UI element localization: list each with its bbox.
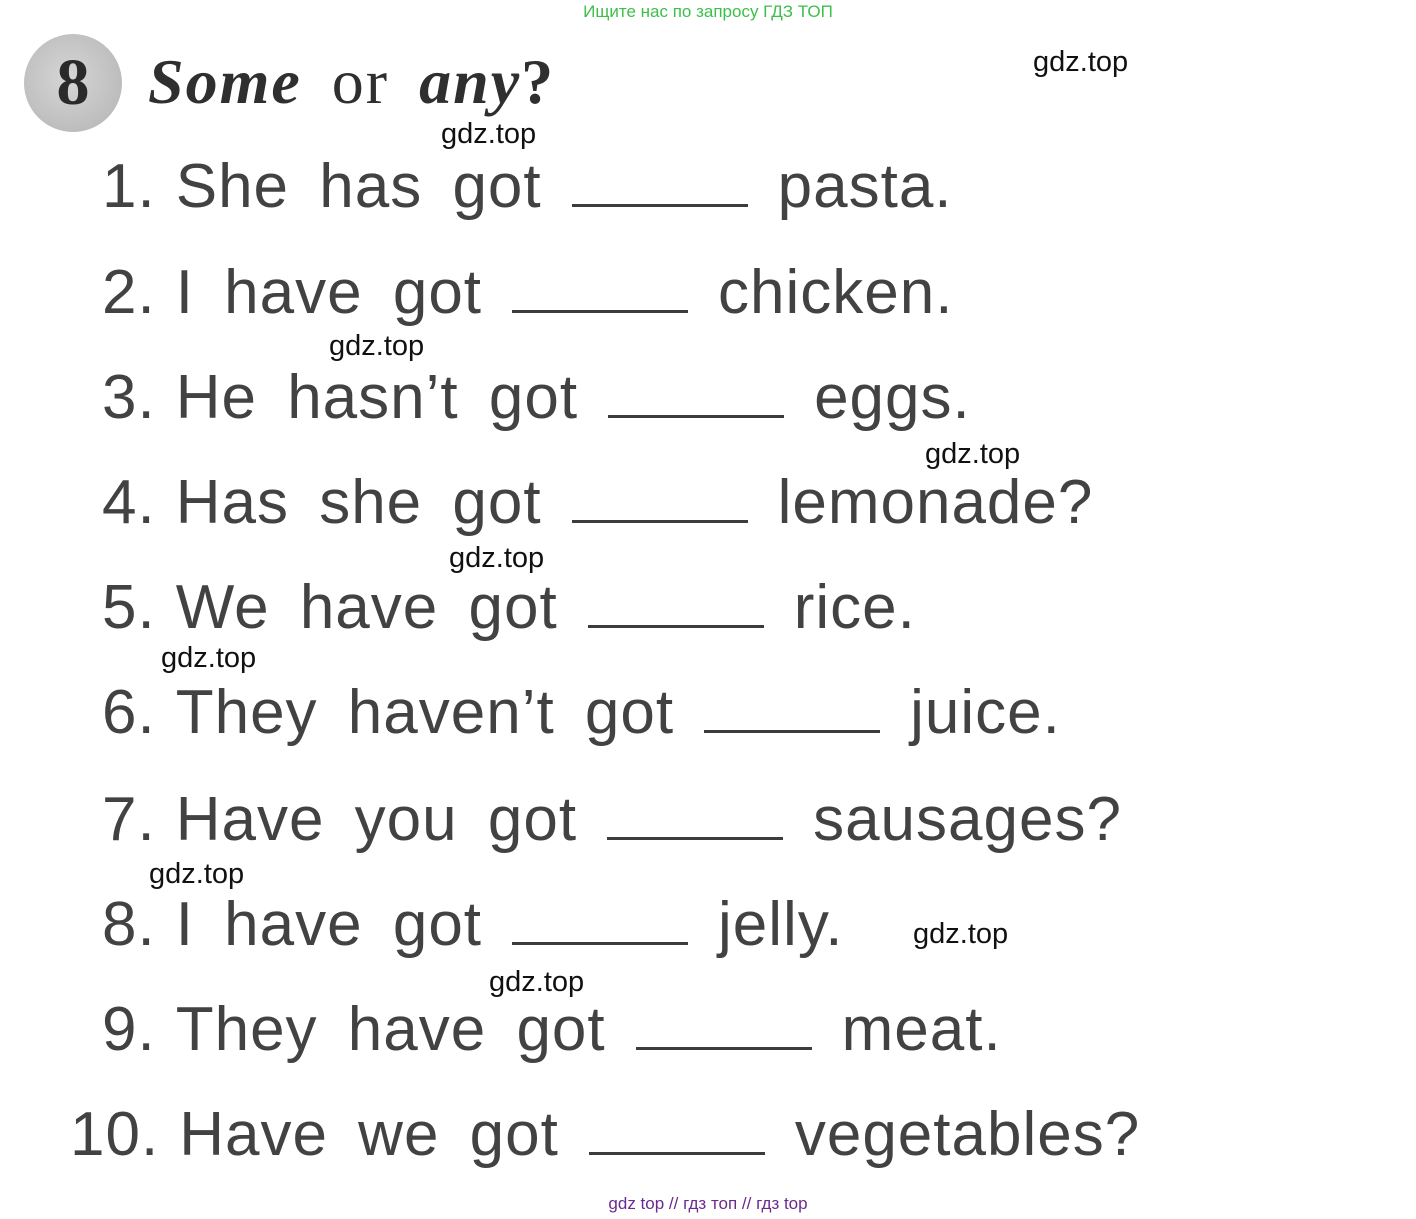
sentence-10 — [70, 1095, 1140, 1175]
answer-blank[interactable] — [636, 1047, 812, 1050]
watermark: gdz.top — [489, 966, 585, 998]
sentence-end: juice. — [910, 678, 1061, 747]
sentence-start: I have got — [175, 258, 483, 327]
watermark: gdz.top — [329, 330, 425, 362]
watermark: gdz.top — [161, 642, 257, 674]
answer-blank[interactable] — [512, 310, 688, 313]
sentence-number: 9. — [102, 995, 156, 1064]
sentence-number: 5. — [102, 573, 156, 642]
sentence-start: She has got — [175, 152, 542, 221]
sentence-4 — [102, 463, 1093, 543]
sentence-start: They haven’t got — [175, 678, 675, 747]
sentence-end: sausages? — [813, 785, 1122, 854]
sentence-end: meat. — [841, 995, 1002, 1064]
answer-blank[interactable] — [608, 415, 784, 418]
title-question-mark: ? — [521, 46, 554, 117]
answer-blank[interactable] — [704, 730, 880, 733]
answer-blank[interactable] — [607, 837, 783, 840]
sentence-start: He hasn’t got — [175, 363, 579, 432]
bottom-banner: gdz top // гдз топ // гдз top — [608, 1194, 808, 1213]
sentence-start: Have we got — [179, 1100, 559, 1169]
sentence-9 — [102, 990, 1002, 1070]
watermark: gdz.top — [149, 858, 245, 890]
sentence-number: 6. — [102, 678, 156, 747]
sentence-number: 1. — [102, 152, 156, 221]
sentence-end: vegetables? — [794, 1100, 1141, 1169]
answer-blank[interactable] — [572, 204, 748, 207]
sentence-number: 7. — [102, 785, 156, 854]
sentence-5 — [102, 568, 916, 648]
watermark: gdz.top — [449, 542, 545, 574]
answer-blank[interactable] — [589, 1152, 765, 1155]
answer-blank[interactable] — [588, 625, 764, 628]
watermark: gdz.top — [913, 918, 1009, 950]
exercise-title — [148, 40, 553, 124]
sentence-end: chicken. — [718, 258, 954, 327]
watermark: gdz.top — [925, 438, 1021, 470]
title-some: Some — [148, 46, 302, 117]
sentence-start: They have got — [175, 995, 606, 1064]
exercise-number: 8 — [56, 46, 90, 119]
answer-blank[interactable] — [512, 942, 688, 945]
sentence-3 — [102, 358, 971, 438]
sentence-number: 4. — [102, 468, 156, 537]
sentence-number: 8. — [102, 890, 156, 959]
sentence-start: Have you got — [175, 785, 578, 854]
exercise-number-badge — [24, 34, 122, 132]
sentence-end: lemonade? — [777, 468, 1094, 537]
answer-blank[interactable] — [572, 520, 748, 523]
sentence-end: rice. — [793, 573, 916, 642]
watermark: gdz.top — [1033, 46, 1129, 78]
sentence-start: Has she got — [175, 468, 542, 537]
sentence-start: We have got — [175, 573, 558, 642]
sentence-end: jelly. — [718, 890, 844, 959]
sentence-end: eggs. — [814, 363, 971, 432]
title-or: or — [331, 46, 390, 117]
title-any: any — [419, 46, 522, 117]
top-banner: Ищите нас по запросу ГДЗ ТОП — [583, 2, 833, 21]
sentence-6 — [102, 673, 1061, 753]
sentence-start: I have got — [175, 890, 483, 959]
sentence-2 — [102, 253, 953, 333]
sentence-1 — [102, 147, 953, 227]
sentence-8 — [102, 885, 843, 965]
sentence-number: 10. — [70, 1100, 160, 1169]
sentence-7 — [102, 780, 1122, 860]
sentence-number: 2. — [102, 258, 156, 327]
sentence-end: pasta. — [777, 152, 953, 221]
sentence-number: 3. — [102, 363, 156, 432]
watermark: gdz.top — [441, 118, 537, 150]
